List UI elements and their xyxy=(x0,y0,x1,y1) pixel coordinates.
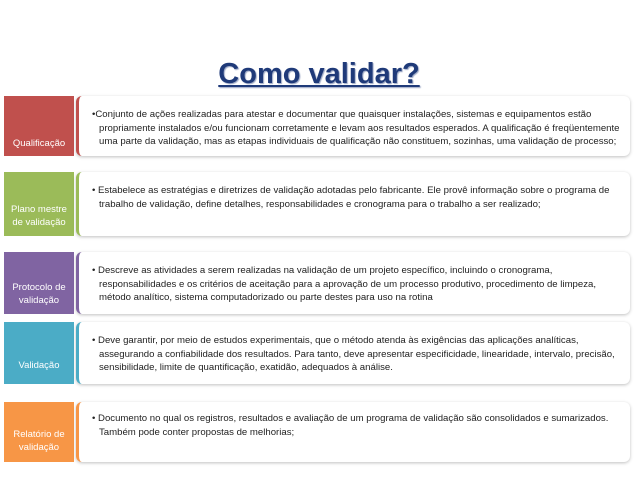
row-relatorio xyxy=(4,402,630,462)
row-protocolo xyxy=(4,252,630,314)
page-title: Como validar? xyxy=(218,58,420,90)
label-plano-mestre xyxy=(4,172,74,236)
label-validacao-text: Validação xyxy=(18,360,60,371)
text-relatorio: • Documento no qual os registros, resultados e avaliação de um programa de validação são consolidados e sumarizados. Também pode conter propostas de melhorias; xyxy=(92,413,609,438)
label-relatorio xyxy=(4,402,74,462)
box-validacao xyxy=(76,322,630,384)
chevron-shape xyxy=(4,322,74,384)
label-protocolo-text: Protocolo de validação xyxy=(12,282,66,306)
label-qualificacao-text: Qualificação xyxy=(12,138,66,149)
text-qualificacao: •Conjunto de ações realizadas para atestar e documentar que quaisquer instalações, sistemas e equipamentos estão propriamente instalados e/ou funcionam corretamente e levam aos resultados esperados. A qualificação é freqüentemente uma parte da validação, mas as etapas individuais de qualificação não constituem, sozinhas, uma validação de processo; xyxy=(92,109,620,148)
box-relatorio xyxy=(76,402,630,462)
text-validacao: • Deve garantir, por meio de estudos experimentais, que o método atenda às exigências das aplicações analíticas, assegurando a confiabilidade dos resultados. Para tanto, deve apresentar especificidade, linearidade, intervalo, precisão, sensibilidade, limite de quantificação, exatidão, adequados à análise. xyxy=(92,335,615,374)
row-plano-mestre xyxy=(4,172,630,236)
label-validacao xyxy=(4,322,74,384)
text-protocolo: • Descreve as atividades a serem realizadas na validação de um projeto específico, incluindo o cronograma, responsabilidades e os critérios de aceitação para a aprovação de um processo produtivo, procedimento de limpeza, método analítico, sistema computadorizado ou parte destes para uso na rotina xyxy=(92,265,597,304)
label-qualificacao xyxy=(4,96,74,156)
label-protocolo xyxy=(4,252,74,314)
box-qualificacao xyxy=(76,96,630,156)
box-protocolo xyxy=(76,252,630,314)
label-relatorio-text: Relatório de validação xyxy=(13,429,65,453)
text-plano-mestre: • Estabelece as estratégias e diretrizes de validação adotadas pelo fabricante. Ele provê informação sobre o programa de trabalho de validação, define detalhes, responsabilidades e cronograma para o trabalho a ser realizado; xyxy=(92,185,610,210)
label-plano-mestre-text: Plano mestre de validação xyxy=(11,204,67,228)
row-qualificacao xyxy=(4,96,630,156)
row-validacao xyxy=(4,322,630,384)
box-plano-mestre xyxy=(76,172,630,236)
